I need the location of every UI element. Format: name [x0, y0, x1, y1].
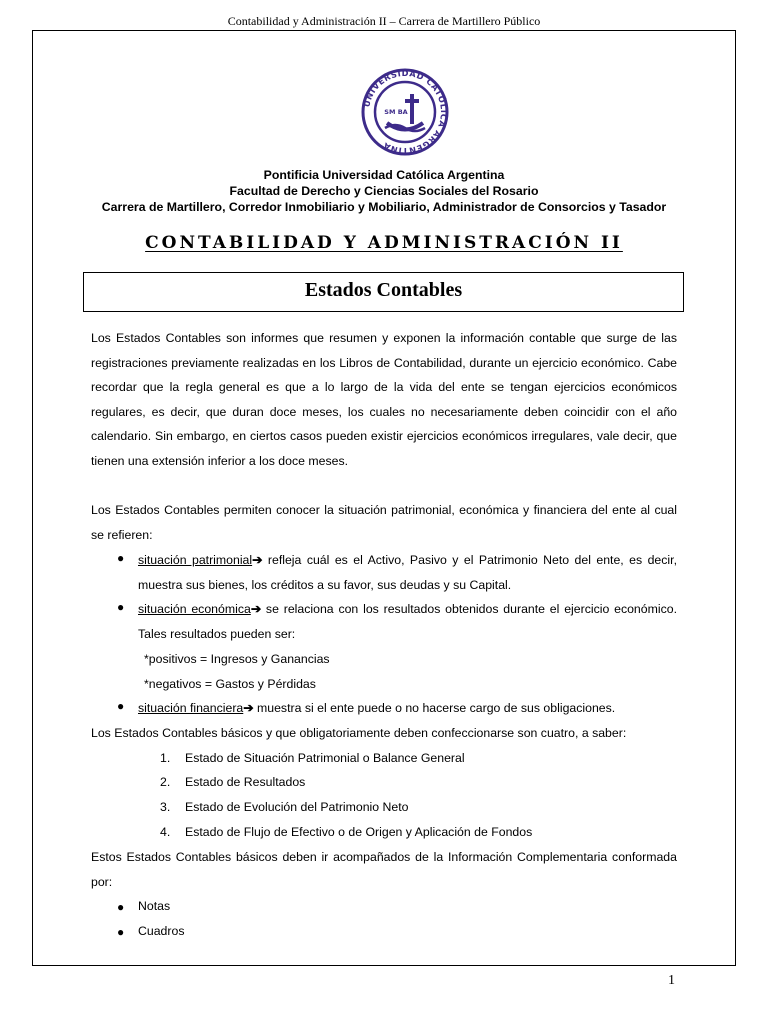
list-item: Estado de Situación Patrimonial o Balance General — [185, 751, 465, 765]
situation-text: muestra si el ente puede o no hacerse cargo de sus obligaciones. — [253, 701, 616, 715]
list-item: Estado de Flujo de Efectivo o de Origen y Aplicación de Fondos — [185, 825, 533, 839]
list-number: 2. — [160, 775, 171, 789]
negative-results: *negativos = Gastos y Pérdidas — [144, 677, 316, 691]
situation-item-financiera — [138, 696, 677, 721]
bullet-icon: ● — [117, 900, 125, 914]
seal-ring-text: UNIVERSIDAD CATÓLICA ARGENTINA — [361, 68, 449, 156]
situation-item-patrimonial — [138, 548, 677, 597]
list-number: 3. — [160, 800, 171, 814]
course-title: CONTABILIDAD Y ADMINISTRACIÓN II — [145, 233, 623, 253]
list-number: 1. — [160, 751, 171, 765]
career-name: Carrera de Martillero, Corredor Inmobiliario y Mobiliario, Administrador de Consorcios y Tasador — [101, 200, 667, 214]
situation-item-economica — [138, 597, 677, 646]
list-item: Estado de Evolución del Patrimonio Neto — [185, 800, 409, 814]
complement-item-notas: Notas — [138, 899, 171, 913]
arrow-right-icon: ➔ — [250, 602, 262, 616]
page-number: 1 — [668, 973, 675, 988]
arrow-right-icon: ➔ — [243, 701, 254, 715]
arrow-right-icon: ➔ — [252, 553, 263, 567]
institution-block — [40, 167, 728, 215]
term-economica: situación económica — [138, 602, 251, 616]
situation-text: se relaciona con los resultados obtenidos durante el ejercicio económico. Tales resultados pueden ser: — [138, 602, 677, 641]
complementary-info-intro: Estos Estados Contables básicos deben ir acompañados de la Información Complementaria conformada por: — [91, 850, 677, 889]
university-name: Pontificia Universidad Católica Argentina — [263, 168, 505, 182]
basic-statements-intro: Los Estados Contables básicos y que obligatoriamente deben confeccionarse son cuatro, a saber: — [91, 726, 627, 740]
seal-center-text: SM BA — [384, 108, 408, 116]
faculty-name: Facultad de Derecho y Ciencias Sociales del Rosario — [229, 184, 539, 198]
bullet-icon: ● — [117, 600, 125, 614]
university-seal-logo — [361, 68, 449, 156]
purpose-paragraph: Los Estados Contables permiten conocer la situación patrimonial, económica y financiera del ente al cual se refieren: — [91, 503, 677, 542]
situation-text: refleja cuál es el Activo, Pasivo y el Patrimonio Neto del ente, es decir, muestra sus bienes, los créditos a su favor, sus deudas y su Capital. — [138, 553, 677, 592]
bullet-icon: ● — [117, 699, 125, 713]
running-header: Contabilidad y Administración II – Carrera de Martillero Público — [227, 14, 541, 28]
list-number: 4. — [160, 825, 171, 839]
bullet-icon: ● — [117, 551, 125, 565]
term-patrimonial: situación patrimonial — [138, 553, 253, 567]
positive-results: *positivos = Ingresos y Ganancias — [144, 652, 330, 666]
complement-item-cuadros: Cuadros — [138, 924, 185, 938]
intro-paragraph: Los Estados Contables son informes que resumen y exponen la información contable que surge de las registraciones previamente realizadas en los Libros de Contabilidad, durante un ejercicio económico. Cabe recordar que la regla general es que a lo largo de la vida del ente se tengan ejercicios económicos regulares, es decir, que duran doce meses, los cuales no necesariamente deben coincidir con el año calendario. Sin embargo, en ciertos casos pueden existir ejercicios económicos irregulares, vale decir, que tienen una extensión inferior a los doce meses. — [91, 331, 677, 468]
list-item: Estado de Resultados — [185, 775, 306, 789]
term-financiera: situación financiera — [138, 701, 244, 715]
section-title: Estados Contables — [83, 272, 684, 312]
bullet-icon: ● — [117, 925, 125, 939]
